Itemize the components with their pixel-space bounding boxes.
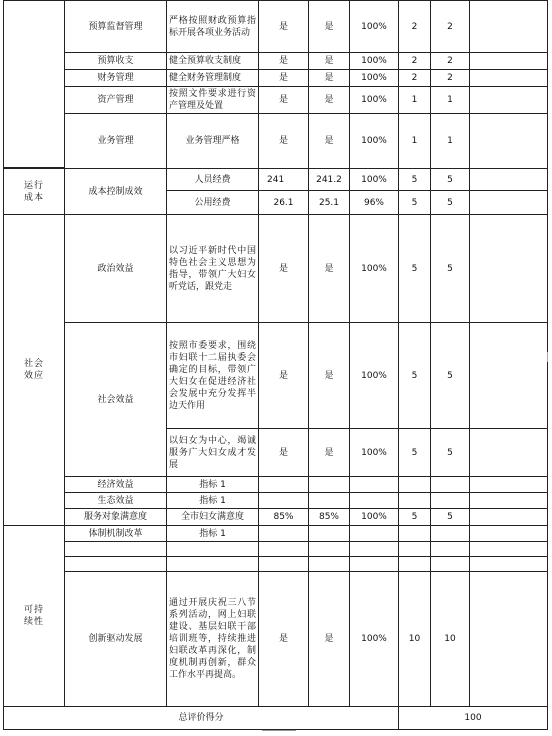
- score: 5: [430, 214, 470, 323]
- completion-rate: 100%: [349, 508, 399, 526]
- completion-rate: [349, 525, 399, 542]
- blank-cell: [398, 541, 431, 557]
- actual-value: 是: [308, 86, 350, 114]
- weight: 2: [398, 69, 431, 87]
- weight: [398, 476, 431, 493]
- blank-cell: [469, 541, 548, 557]
- page-edge-mark: [547, 352, 548, 362]
- score: [430, 476, 470, 493]
- actual-value: 是: [308, 69, 350, 87]
- blank-cell: [349, 556, 399, 572]
- blank-cell: [430, 541, 470, 557]
- blank-cell: [64, 556, 167, 572]
- plan-value: 是: [258, 428, 309, 477]
- remark: [469, 214, 548, 323]
- remark: [469, 476, 548, 493]
- actual-value: 是: [308, 322, 350, 429]
- remark: [469, 492, 548, 509]
- weight: [398, 525, 431, 542]
- plan-value: [258, 525, 309, 542]
- indicator-content: 严格按照财政预算指标开展各项业务活动: [166, 0, 259, 53]
- remark: [469, 525, 548, 542]
- weight: 5: [398, 508, 431, 526]
- remark: [469, 113, 548, 169]
- completion-rate: 100%: [349, 168, 399, 191]
- plan-value: 是: [258, 322, 309, 429]
- actual-value: [308, 492, 350, 509]
- completion-rate: 100%: [349, 322, 399, 429]
- actual-value: 是: [308, 214, 350, 323]
- plan-value: 241: [258, 168, 309, 191]
- indicator-name: 财务管理: [64, 69, 167, 87]
- indicator-name: 成本控制成效: [64, 168, 167, 215]
- score: 5: [430, 508, 470, 526]
- blank-cell: [166, 541, 259, 557]
- indicator-name: 创新驱动发展: [64, 571, 167, 707]
- blank-cell: [308, 556, 350, 572]
- total-score: 100: [398, 706, 548, 730]
- actual-value: 25.1: [308, 190, 350, 215]
- completion-rate: [349, 476, 399, 493]
- score: 5: [430, 322, 470, 429]
- weight: 1: [398, 113, 431, 169]
- blank-cell: [64, 541, 167, 557]
- weight: 5: [398, 214, 431, 323]
- indicator-name: 政治效益: [64, 214, 167, 323]
- plan-value: 是: [258, 571, 309, 707]
- remark: [469, 571, 548, 707]
- blank-cell: [258, 556, 309, 572]
- total-label: 总评价得分: [3, 706, 399, 730]
- indicator-name: 生态效益: [64, 492, 167, 509]
- remark: [469, 52, 548, 70]
- plan-value: 是: [258, 214, 309, 323]
- weight: 10: [398, 571, 431, 707]
- category-operating-cost: 运行 成本: [3, 168, 65, 215]
- indicator-content: 健全预算收支制度: [166, 52, 259, 70]
- completion-rate: 100%: [349, 52, 399, 70]
- score: 1: [430, 113, 470, 169]
- category-social-effect: 社会 效应: [3, 214, 65, 526]
- score: 5: [430, 168, 470, 191]
- blank-cell: [349, 541, 399, 557]
- plan-value: 是: [258, 52, 309, 70]
- score: 5: [430, 428, 470, 477]
- plan-value: 85%: [258, 508, 309, 526]
- completion-rate: 100%: [349, 428, 399, 477]
- indicator-name: 预算收支: [64, 52, 167, 70]
- plan-value: 26.1: [258, 190, 309, 215]
- weight: 2: [398, 52, 431, 70]
- completion-rate: 100%: [349, 86, 399, 114]
- actual-value: 是: [308, 428, 350, 477]
- indicator-content: 指标 1: [166, 476, 259, 493]
- score: [430, 525, 470, 542]
- remark: [469, 190, 548, 215]
- indicator-name: 资产管理: [64, 86, 167, 114]
- score: 2: [430, 52, 470, 70]
- blank-cell: [469, 556, 548, 572]
- blank-cell: [430, 556, 470, 572]
- blank-cell: [308, 541, 350, 557]
- weight: 5: [398, 428, 431, 477]
- actual-value: 是: [308, 571, 350, 707]
- completion-rate: [349, 492, 399, 509]
- actual-value: [308, 476, 350, 493]
- completion-rate: 100%: [349, 69, 399, 87]
- weight: 1: [398, 86, 431, 114]
- indicator-content: 指标 1: [166, 492, 259, 509]
- indicator-content: 指标 1: [166, 525, 259, 542]
- remark: [469, 86, 548, 114]
- indicator-name: 业务管理: [64, 113, 167, 169]
- plan-value: 是: [258, 69, 309, 87]
- score: 10: [430, 571, 470, 707]
- indicator-content: 全市妇女满意度: [166, 508, 259, 526]
- indicator-name: 社会效益: [64, 322, 167, 477]
- weight: 5: [398, 190, 431, 215]
- remark: [469, 168, 548, 191]
- blank-cell: [166, 556, 259, 572]
- weight: 5: [398, 322, 431, 429]
- actual-value: 是: [308, 113, 350, 169]
- score: 2: [430, 0, 470, 53]
- plan-value: [258, 492, 309, 509]
- completion-rate: 100%: [349, 214, 399, 323]
- actual-value: 是: [308, 0, 350, 53]
- indicator-content: 按照市委要求，围绕市妇联十二届执委会确定的目标，带领广大妇女在促进经济社会发展中充分发挥半边天作用: [166, 322, 259, 429]
- blank-cell: [398, 556, 431, 572]
- indicator-content: 按照文件要求进行资产管理及处置: [166, 86, 259, 114]
- weight: [398, 492, 431, 509]
- indicator-name: 服务对象满意度: [64, 508, 167, 526]
- remark: [469, 428, 548, 477]
- indicator-name: 经济效益: [64, 476, 167, 493]
- actual-value: 是: [308, 52, 350, 70]
- completion-rate: 100%: [349, 0, 399, 53]
- remark: [469, 0, 548, 53]
- remark: [469, 69, 548, 87]
- indicator-name: 预算监督管理: [64, 0, 167, 53]
- completion-rate: 96%: [349, 190, 399, 215]
- plan-value: 是: [258, 86, 309, 114]
- completion-rate: 100%: [349, 571, 399, 707]
- actual-value: 85%: [308, 508, 350, 526]
- remark: [469, 508, 548, 526]
- score: 5: [430, 190, 470, 215]
- indicator-content: 人员经费: [166, 168, 259, 191]
- category-sustainability: 可持 续性: [3, 525, 65, 707]
- weight: 5: [398, 168, 431, 191]
- weight: 2: [398, 0, 431, 53]
- blank-cell: [258, 541, 309, 557]
- completion-rate: 100%: [349, 113, 399, 169]
- plan-value: 是: [258, 113, 309, 169]
- indicator-content: 通过开展庆祝三八节系列活动，网上妇联建设、基层妇联干部培训班等，持续推进妇联改革再深化，制度机制再创新，群众工作水平再提高。: [166, 571, 259, 707]
- indicator-name: 体制机制改革: [64, 525, 167, 542]
- indicator-content: 以习近平新时代中国特色社会主义思想为指导，带领广大妇女听党话，跟党走: [166, 214, 259, 323]
- category-blank-top: [3, 0, 65, 168]
- score: [430, 492, 470, 509]
- indicator-content: 健全财务管理制度: [166, 69, 259, 87]
- plan-value: 是: [258, 0, 309, 53]
- score: 2: [430, 69, 470, 87]
- score: 1: [430, 86, 470, 114]
- page-edge-line: [262, 730, 296, 736]
- plan-value: [258, 476, 309, 493]
- actual-value: [308, 525, 350, 542]
- indicator-content: 以妇女为中心，竭诚服务广大妇女成才发展: [166, 428, 259, 477]
- remark: [469, 322, 548, 429]
- indicator-content: 公用经费: [166, 190, 259, 215]
- indicator-content: 业务管理严格: [166, 113, 259, 169]
- actual-value: 241.2: [308, 168, 350, 191]
